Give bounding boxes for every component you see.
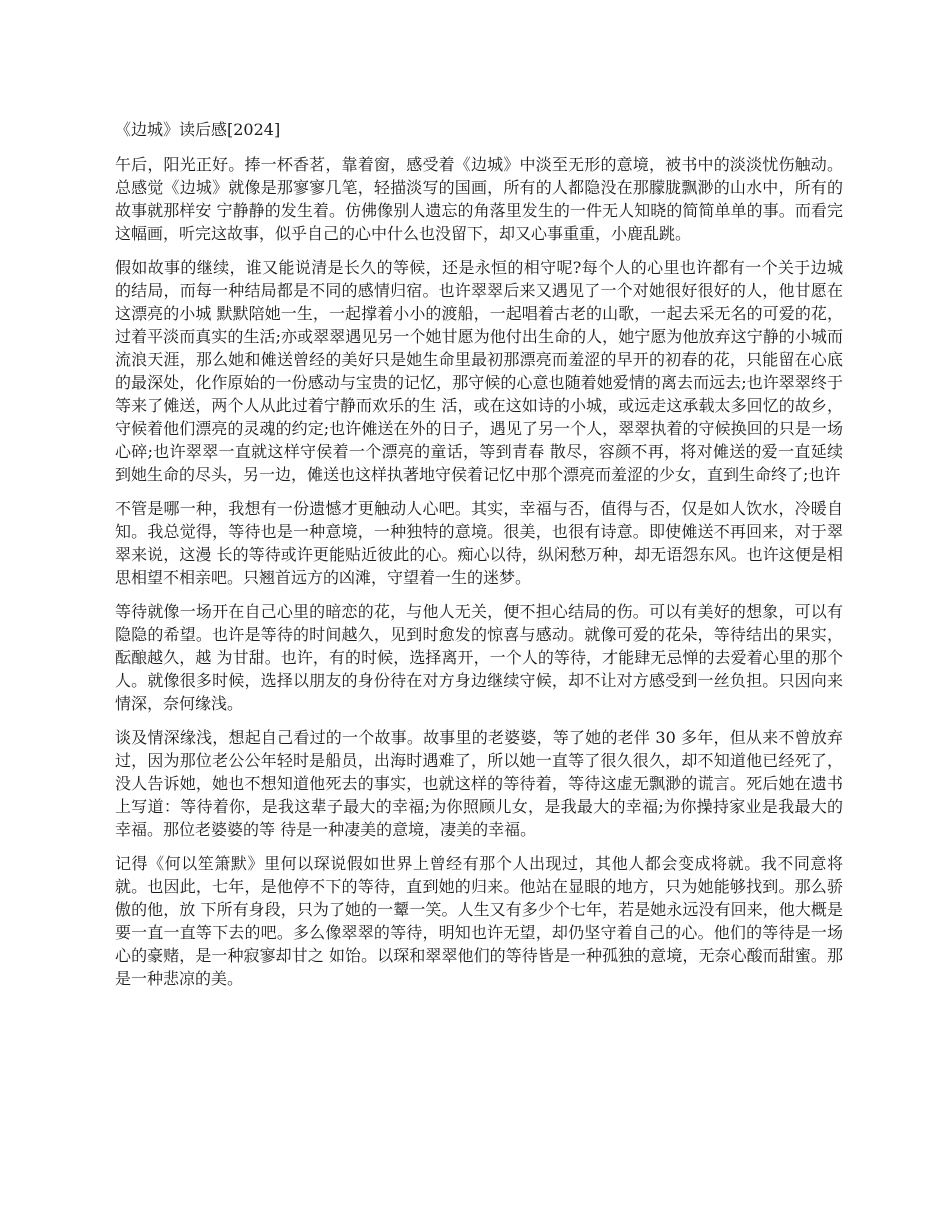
- paragraph-3: 不管是哪一种，我想有一份遗憾才更触动人心吧。其实，幸福与否，值得与否，仅是如人饮水，冷暖自知。我总觉得，等待也是一种意境，一种独特的意境。很美，也很有诗意。即使傩送不再回来，对于翠翠来说，这漫 长的等待或许更能贴近彼此的心。痴心以待，纵闲愁万种，却无语怨东风。也许这便是相思相望不相亲吧。只翘首远方的凶滩，守望着一生的迷梦。: [115, 499, 843, 587]
- paragraph-6: 记得《何以笙箫默》里何以琛说假如世界上曾经有那个人出现过，其他人都会变成将就。我不同意将就。也因此，七年，是他停不下的等待，直到她的归来。他站在显眼的地方，只为她能够找到。那么骄傲的他，放 下所有身段，只为了她的一颦一笑。人生又有多少个七年，若是她永远没有回来，他大概是要一直一直等下去的吧。多么像翠翠的等待，明知也许无望，却仍坚守着自己的心。他们的等待是一场心的豪赌，是一种寂寥却甘之 如饴。以琛和翠翠他们的等待皆是一种孤独的意境，无奈心酸而甜蜜。那是一种悲凉的美。: [115, 854, 843, 988]
- document-body: [115, 118, 843, 1001]
- paragraph-1: 午后，阳光正好。捧一杯香茗，靠着窗，感受着《边城》中淡至无形的意境，被书中的淡淡忧伤触动。总感觉《边城》就像是那寥寥几笔，轻描淡写的国画，所有的人都隐没在那朦胧飘渺的山水中，所有的故事就那样安 宁静静的发生着。仿佛像别人遗忘的角落里发生的一件无人知晓的简简单单的事。而看完这幅画，听完这故事，似乎自己的心中什么也没留下，却又心事重重，小鹿乱跳。: [115, 155, 843, 243]
- document-title: 《边城》读后感[2024]: [115, 120, 281, 139]
- paragraph-5: 谈及情深缘浅，想起自己看过的一个故事。故事里的老婆婆，等了她的老伴 30 多年，但从来不曾放弃过，因为那位老公公年轻时是船员，出海时遇难了，所以她一直等了很久很久，却不知道他已经死了，没人告诉她，她也不想知道他死去的事实，也就这样的等待着，等待这虚无飘渺的谎言。死后她在遗书上写道：等待着你，是我这辈子最大的幸福;为你照顾儿女，是我最大的幸福;为你操持家业是我最大的幸福。那位老婆婆的等 待是一种凄美的意境，凄美的幸福。: [115, 728, 843, 839]
- paragraph-2: 假如故事的继续，谁又能说清是长久的等候，还是永恒的相守呢?每个人的心里也许都有一个关于边城的结局，而每一种结局都是不同的感情归宿。也许翠翠后来又遇见了一个对她很好很好的人，他甘愿在这漂亮的小城 默默陪她一生，一起撑着小小的渡船，一起唱着古老的山歌，一起去采无名的可爱的花，过着平淡而真实的生活;亦或翠翠遇见另一个她甘愿为他付出生命的人，她宁愿为他放弃这宁静的小城而流浪天涯，那么她和傩送曾经的美好只是她生命里最初那漂亮而羞涩的早开的初春的花，只能留在心底的最深处，化作原始的一份感动与宝贵的记忆，那守候的心意也随着她爱情的离去而远去;也许翠翠终于等来了傩送，两个人从此过着宁静而欢乐的生 活，或在这如诗的小城，或远走这承载太多回忆的故乡，守候着他们漂亮的灵魂的约定;也许傩送在外的日子，遇见了另一个人，翠翠执着的守候换回的只是一场心碎;也许翠翠一直就这样守侯着一个漂亮的童话，等到青春 散尽，容颜不再，将对傩送的爱一直延续到她生命的尽头，另一边，傩送也这样执著地守侯着记忆中那个漂亮而羞涩的少女，直到生命终了;也许: [115, 258, 843, 484]
- paragraph-4: 等待就像一场开在自己心里的暗恋的花，与他人无关，便不担心结局的伤。可以有美好的想象，可以有隐隐的希望。也许是等待的时间越久，见到时愈发的惊喜与感动。就像可爱的花朵，等待结出的果实，酝酿越久，越 为甘甜。也许，有的时候，选择离开，一个人的等待，才能肆无忌惮的去爱着心里的那个人。就像很多时候，选择以朋友的身份待在对方身边继续守候，却不让对方感受到一丝负担。只因向来情深，奈何缘浅。: [115, 602, 843, 713]
